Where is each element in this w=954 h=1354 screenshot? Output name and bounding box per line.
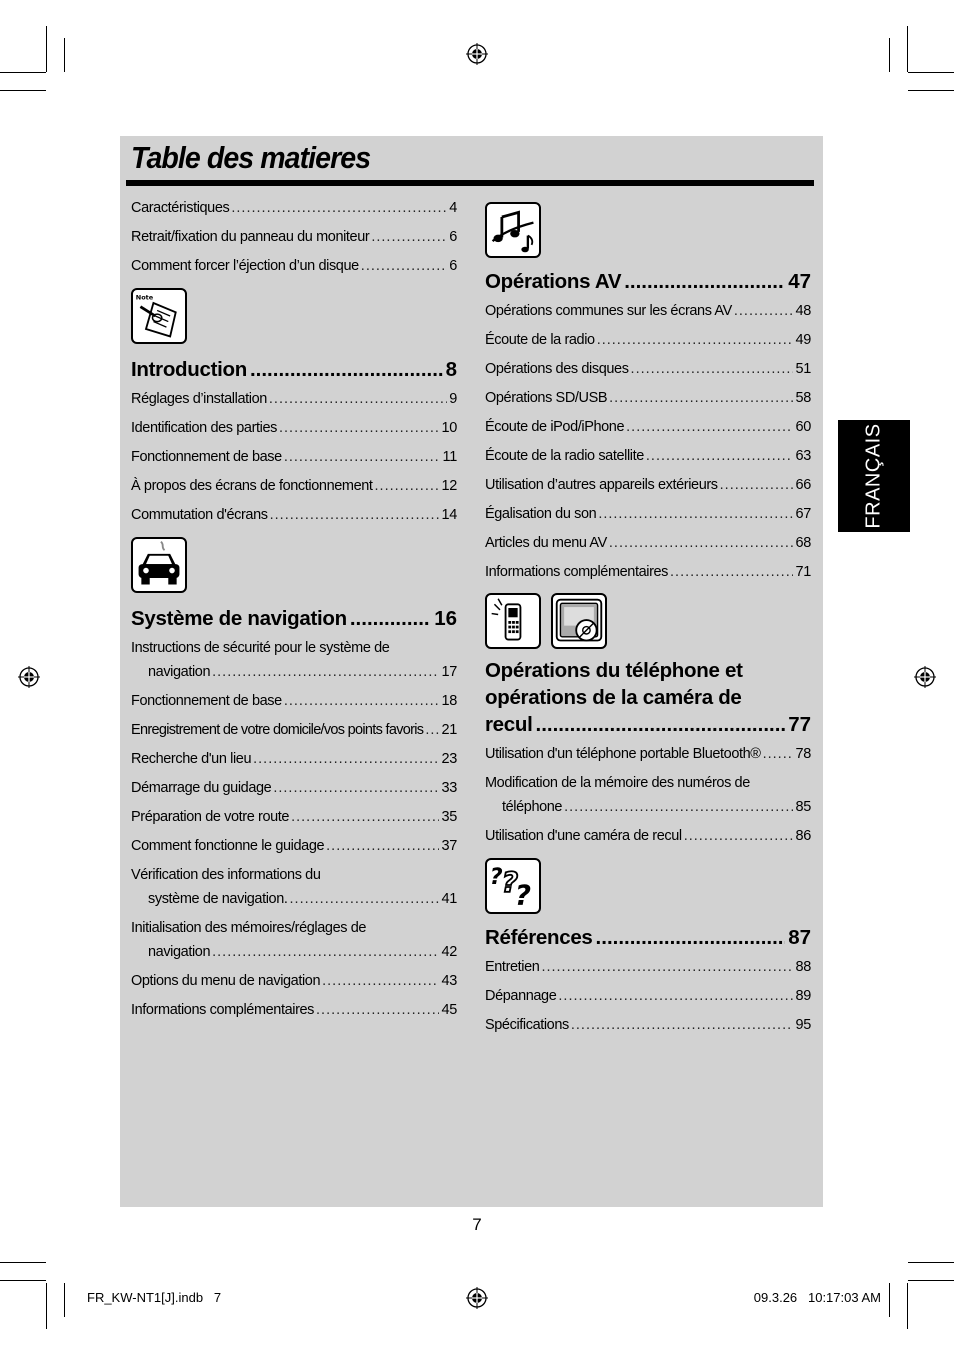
section-av[interactable]: Opérations AV ..... 47 — [485, 268, 811, 295]
registration-mark-icon — [18, 666, 40, 688]
toc-entry[interactable]: Recherche d'un lieu ..... 23 — [131, 747, 457, 771]
toc-entry[interactable]: Comment fonctionne le guidage ..... 37 — [131, 834, 457, 858]
mobile-phone-icon — [485, 593, 541, 649]
music-notes-icon — [485, 202, 541, 258]
title-rule — [126, 180, 814, 186]
question-marks-icon — [485, 858, 541, 914]
svg-text:?: ? — [501, 865, 519, 899]
toc-entry[interactable]: Options du menu de navigation ..... 43 — [131, 969, 457, 993]
toc-entry[interactable]: Utilisation d'une caméra de recul ..... 86 — [485, 824, 811, 848]
toc-entry[interactable]: Écoute de iPod/iPhone ..... 60 — [485, 415, 811, 439]
toc-entry-line[interactable]: Modification de la mémoire des numéros de — [485, 775, 750, 791]
toc-entry[interactable]: Informations complémentaires ..... 71 — [485, 560, 811, 584]
toc-entry[interactable]: Démarrage du guidage ..... 33 — [131, 776, 457, 800]
car-navigation-icon — [131, 537, 187, 593]
hand-writing-icon — [131, 288, 187, 344]
page-title: Table des matieres — [131, 140, 371, 175]
toc-entry[interactable]: Opérations des disques ..... 51 — [485, 357, 811, 381]
rear-camera-icon — [551, 593, 607, 649]
toc-entry[interactable]: Utilisation d'un téléphone portable Bluetooth® ..... 78 — [485, 742, 811, 766]
toc-entry[interactable]: Articles du menu AV ..... 68 — [485, 531, 811, 555]
registration-mark-icon — [466, 43, 488, 65]
toc-entry[interactable]: Comment forcer l’éjection d’un disque ..... 6 — [131, 254, 457, 278]
toc-entry[interactable]: Égalisation du son ..... 67 — [485, 502, 811, 526]
svg-text:?: ? — [514, 878, 532, 912]
toc-entry-line[interactable]: Initialisation des mémoires/réglages de — [131, 920, 367, 936]
toc-entry[interactable]: Enregistrement de votre domicile/vos points favoris ..... 21 — [131, 718, 457, 742]
svg-text:?: ? — [489, 864, 503, 891]
toc-entry[interactable]: Opérations communes sur les écrans AV ..... 48 — [485, 299, 811, 323]
footer-file-info: FR_KW-NT1[J].indb 7 — [87, 1290, 222, 1305]
svg-text:Note: Note — [135, 293, 154, 302]
toc-left-column — [131, 196, 457, 1022]
registration-mark-icon — [914, 666, 936, 688]
toc-entry[interactable]: Fonctionnement de base ..... 18 — [131, 689, 457, 713]
toc-entry[interactable]: Écoute de la radio satellite ..... 63 — [485, 444, 811, 468]
toc-entry[interactable]: Retrait/fixation du panneau du moniteur ..... 6 — [131, 225, 457, 249]
toc-entry[interactable]: système de navigation. ..... 41 — [131, 887, 457, 911]
toc-entry[interactable]: Fonctionnement de base ..... 11 — [131, 445, 457, 469]
toc-entry-line[interactable]: Instructions de sécurité pour le système de — [131, 640, 390, 656]
toc-entry[interactable]: navigation ..... 17 — [131, 660, 457, 684]
section-navigation[interactable]: Système de navigation ..... 16 — [131, 605, 457, 632]
toc-entry[interactable]: Préparation de votre route ..... 35 — [131, 805, 457, 829]
toc-entry[interactable]: navigation ..... 42 — [131, 940, 457, 964]
footer-datetime: 09.3.26 10:17:03 AM — [753, 1290, 881, 1305]
toc-entry[interactable]: À propos des écrans de fonctionnement ..... 12 — [131, 474, 457, 498]
toc-entry[interactable]: Utilisation d’autres appareils extérieurs ..... 66 — [485, 473, 811, 497]
section-references[interactable]: Références ..... 87 — [485, 924, 811, 951]
toc-entry-line[interactable]: Vérification des informations du — [131, 867, 321, 883]
toc-entry[interactable]: Opérations SD/USB ..... 58 — [485, 386, 811, 410]
toc-entry[interactable]: Entretien ..... 88 — [485, 955, 811, 979]
toc-entry[interactable]: téléphone ..... 85 — [485, 795, 811, 819]
toc-entry[interactable]: Caractéristiques ..... 4 — [131, 196, 457, 220]
toc-entry[interactable]: Informations complémentaires ..... 45 — [131, 998, 457, 1022]
toc-entry[interactable]: Écoute de la radio ..... 49 — [485, 328, 811, 352]
section-phone-camera[interactable]: recul ..... 77 — [485, 711, 811, 738]
toc-right-column — [485, 196, 811, 1037]
section-introduction[interactable]: Introduction ..... 8 — [131, 356, 457, 383]
toc-entry[interactable]: Commutation d'écrans ..... 14 — [131, 503, 457, 527]
toc-entry[interactable]: Spécifications ..... 95 — [485, 1013, 811, 1037]
toc-entry[interactable]: Identification des parties ..... 10 — [131, 416, 457, 440]
toc-entry[interactable]: Réglages d’installation ..... 9 — [131, 387, 457, 411]
language-tab: FRANÇAIS — [838, 420, 910, 532]
toc-entry[interactable]: Dépannage ..... 89 — [485, 984, 811, 1008]
registration-mark-icon — [466, 1287, 488, 1309]
section-phone-heading-line[interactable]: opérations de la caméra de — [485, 686, 742, 709]
section-phone-heading-line[interactable]: Opérations du téléphone et — [485, 659, 743, 682]
page-number: 7 — [472, 1215, 482, 1234]
